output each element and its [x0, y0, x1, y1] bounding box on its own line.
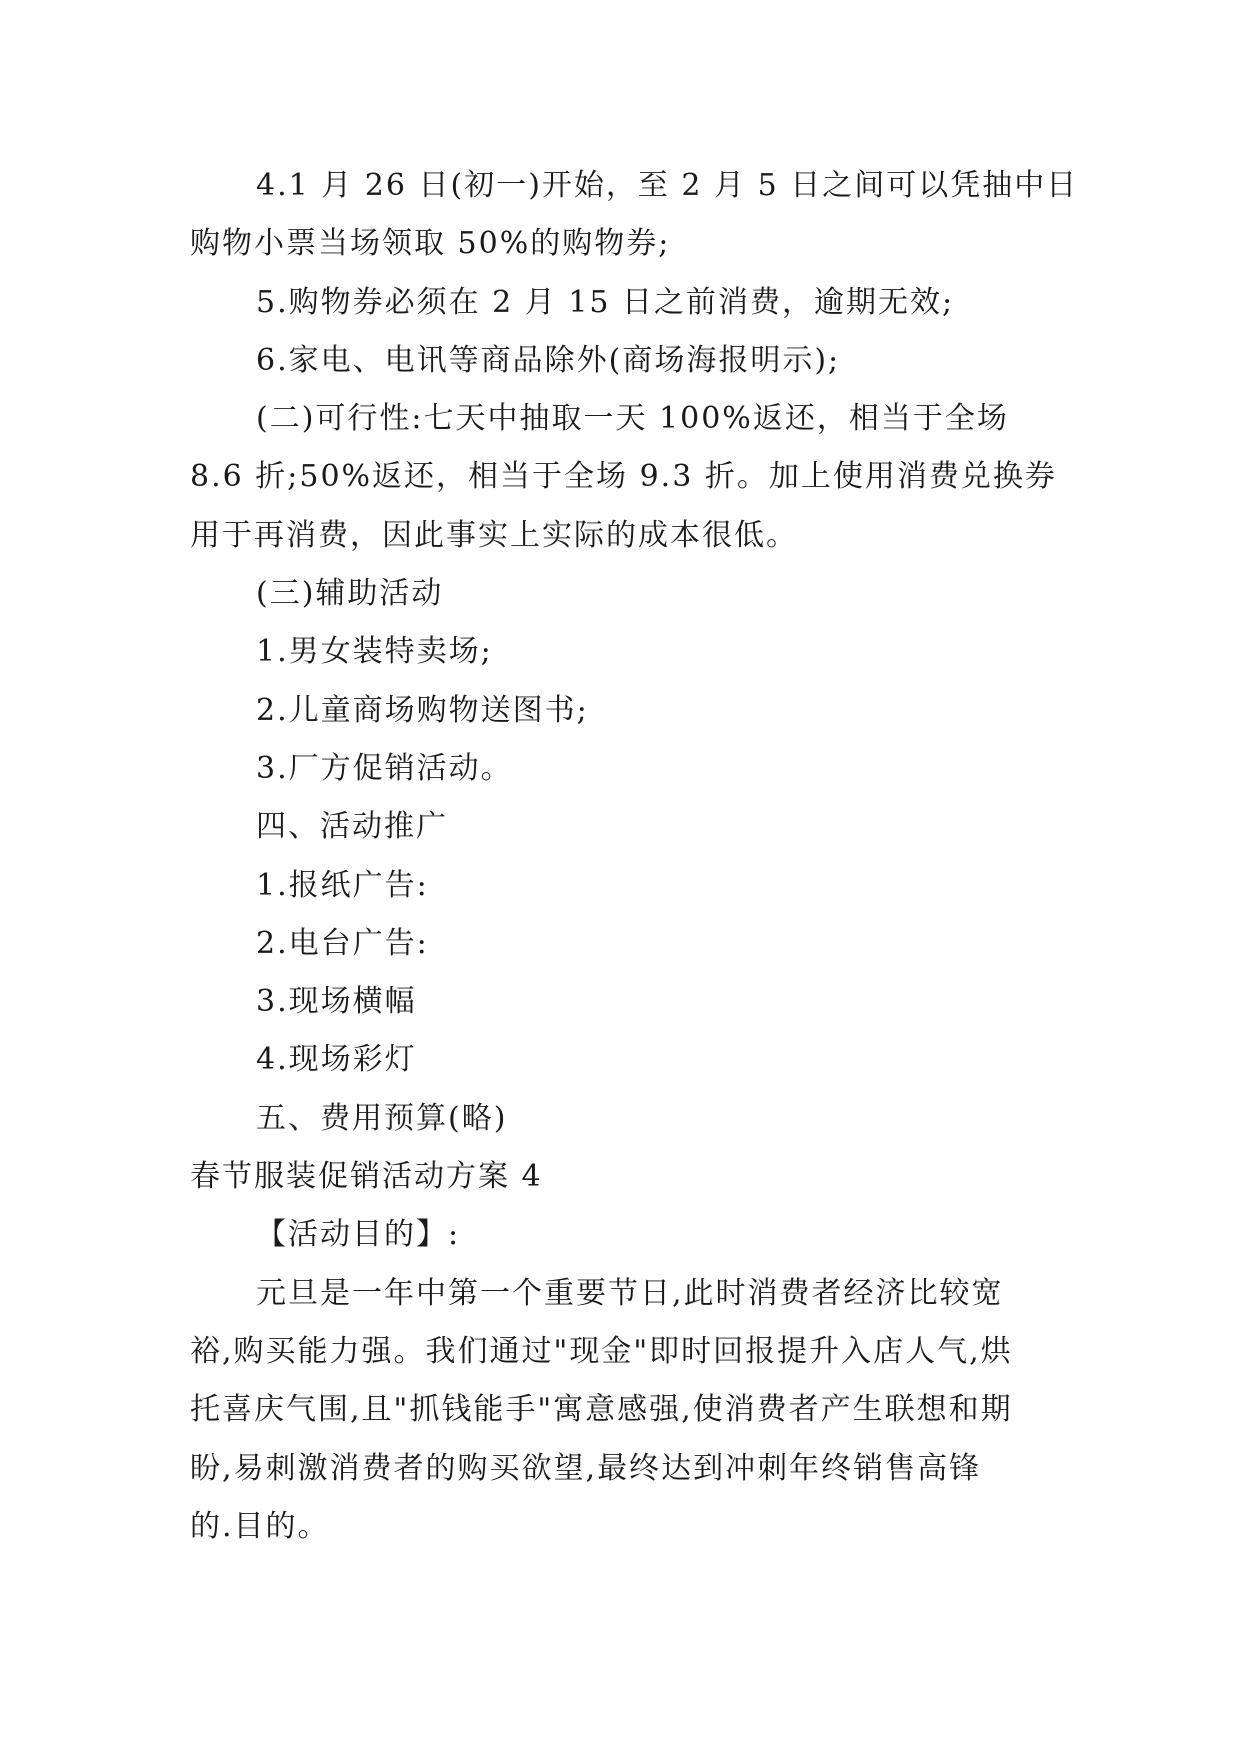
document-body: [190, 157, 1079, 1556]
section-heading: 【活动目的】:: [256, 1217, 461, 1253]
paragraph-line: 的.目的。: [190, 1508, 330, 1544]
section-heading: 四、活动推广: [256, 809, 448, 845]
list-item: 1.男女装特卖场;: [256, 634, 493, 670]
paragraph-line: 元旦是一年中第一个重要节日,此时消费者经济比较宽: [256, 1275, 1004, 1311]
paragraph-line: (二)可行性:七天中抽取一天 100%返还，相当于全场: [256, 401, 1009, 437]
paragraph-line: 购物小票当场领取 50%的购物券;: [190, 226, 671, 262]
paragraph-line: 4.1 月 26 日(初一)开始，至 2 月 5 日之间可以凭抽中日: [256, 168, 1079, 203]
paragraph-line: 盼,易刺激消费者的购买欲望,最终达到冲刺年终销售高锋: [190, 1450, 982, 1486]
paragraph-line: 用于再消费，因此事实上实际的成本很低。: [190, 517, 798, 553]
section-heading: (三)辅助活动: [256, 576, 444, 612]
list-item: 2.儿童商场购物送图书;: [256, 692, 589, 728]
list-item: 4.现场彩灯: [256, 1042, 417, 1078]
paragraph-line: 5.购物券必须在 2 月 15 日之前消费，逾期无效;: [256, 284, 955, 320]
paragraph-line: 8.6 折;50%返还，相当于全场 9.3 折。加上使用消费兑换券: [190, 459, 1057, 495]
list-item: 2.电台广告:: [256, 925, 429, 961]
list-item: 1.报纸广告:: [256, 867, 429, 903]
paragraph-line: 6.家电、电讯等商品除外(商场海报明示);: [256, 342, 841, 378]
paragraph-line: 裕,购买能力强。我们通过"现金"即时回报提升入店人气,烘: [190, 1333, 1013, 1369]
paragraph-line: 托喜庆气围,且"抓钱能手"寓意感强,使消费者产生联想和期: [190, 1392, 1013, 1428]
section-heading: 五、费用预算(略): [256, 1100, 508, 1136]
list-item: 3.厂方促销活动。: [256, 750, 513, 786]
document-section-title: 春节服装促销活动方案 4: [190, 1159, 543, 1195]
list-item: 3.现场横幅: [256, 984, 417, 1020]
